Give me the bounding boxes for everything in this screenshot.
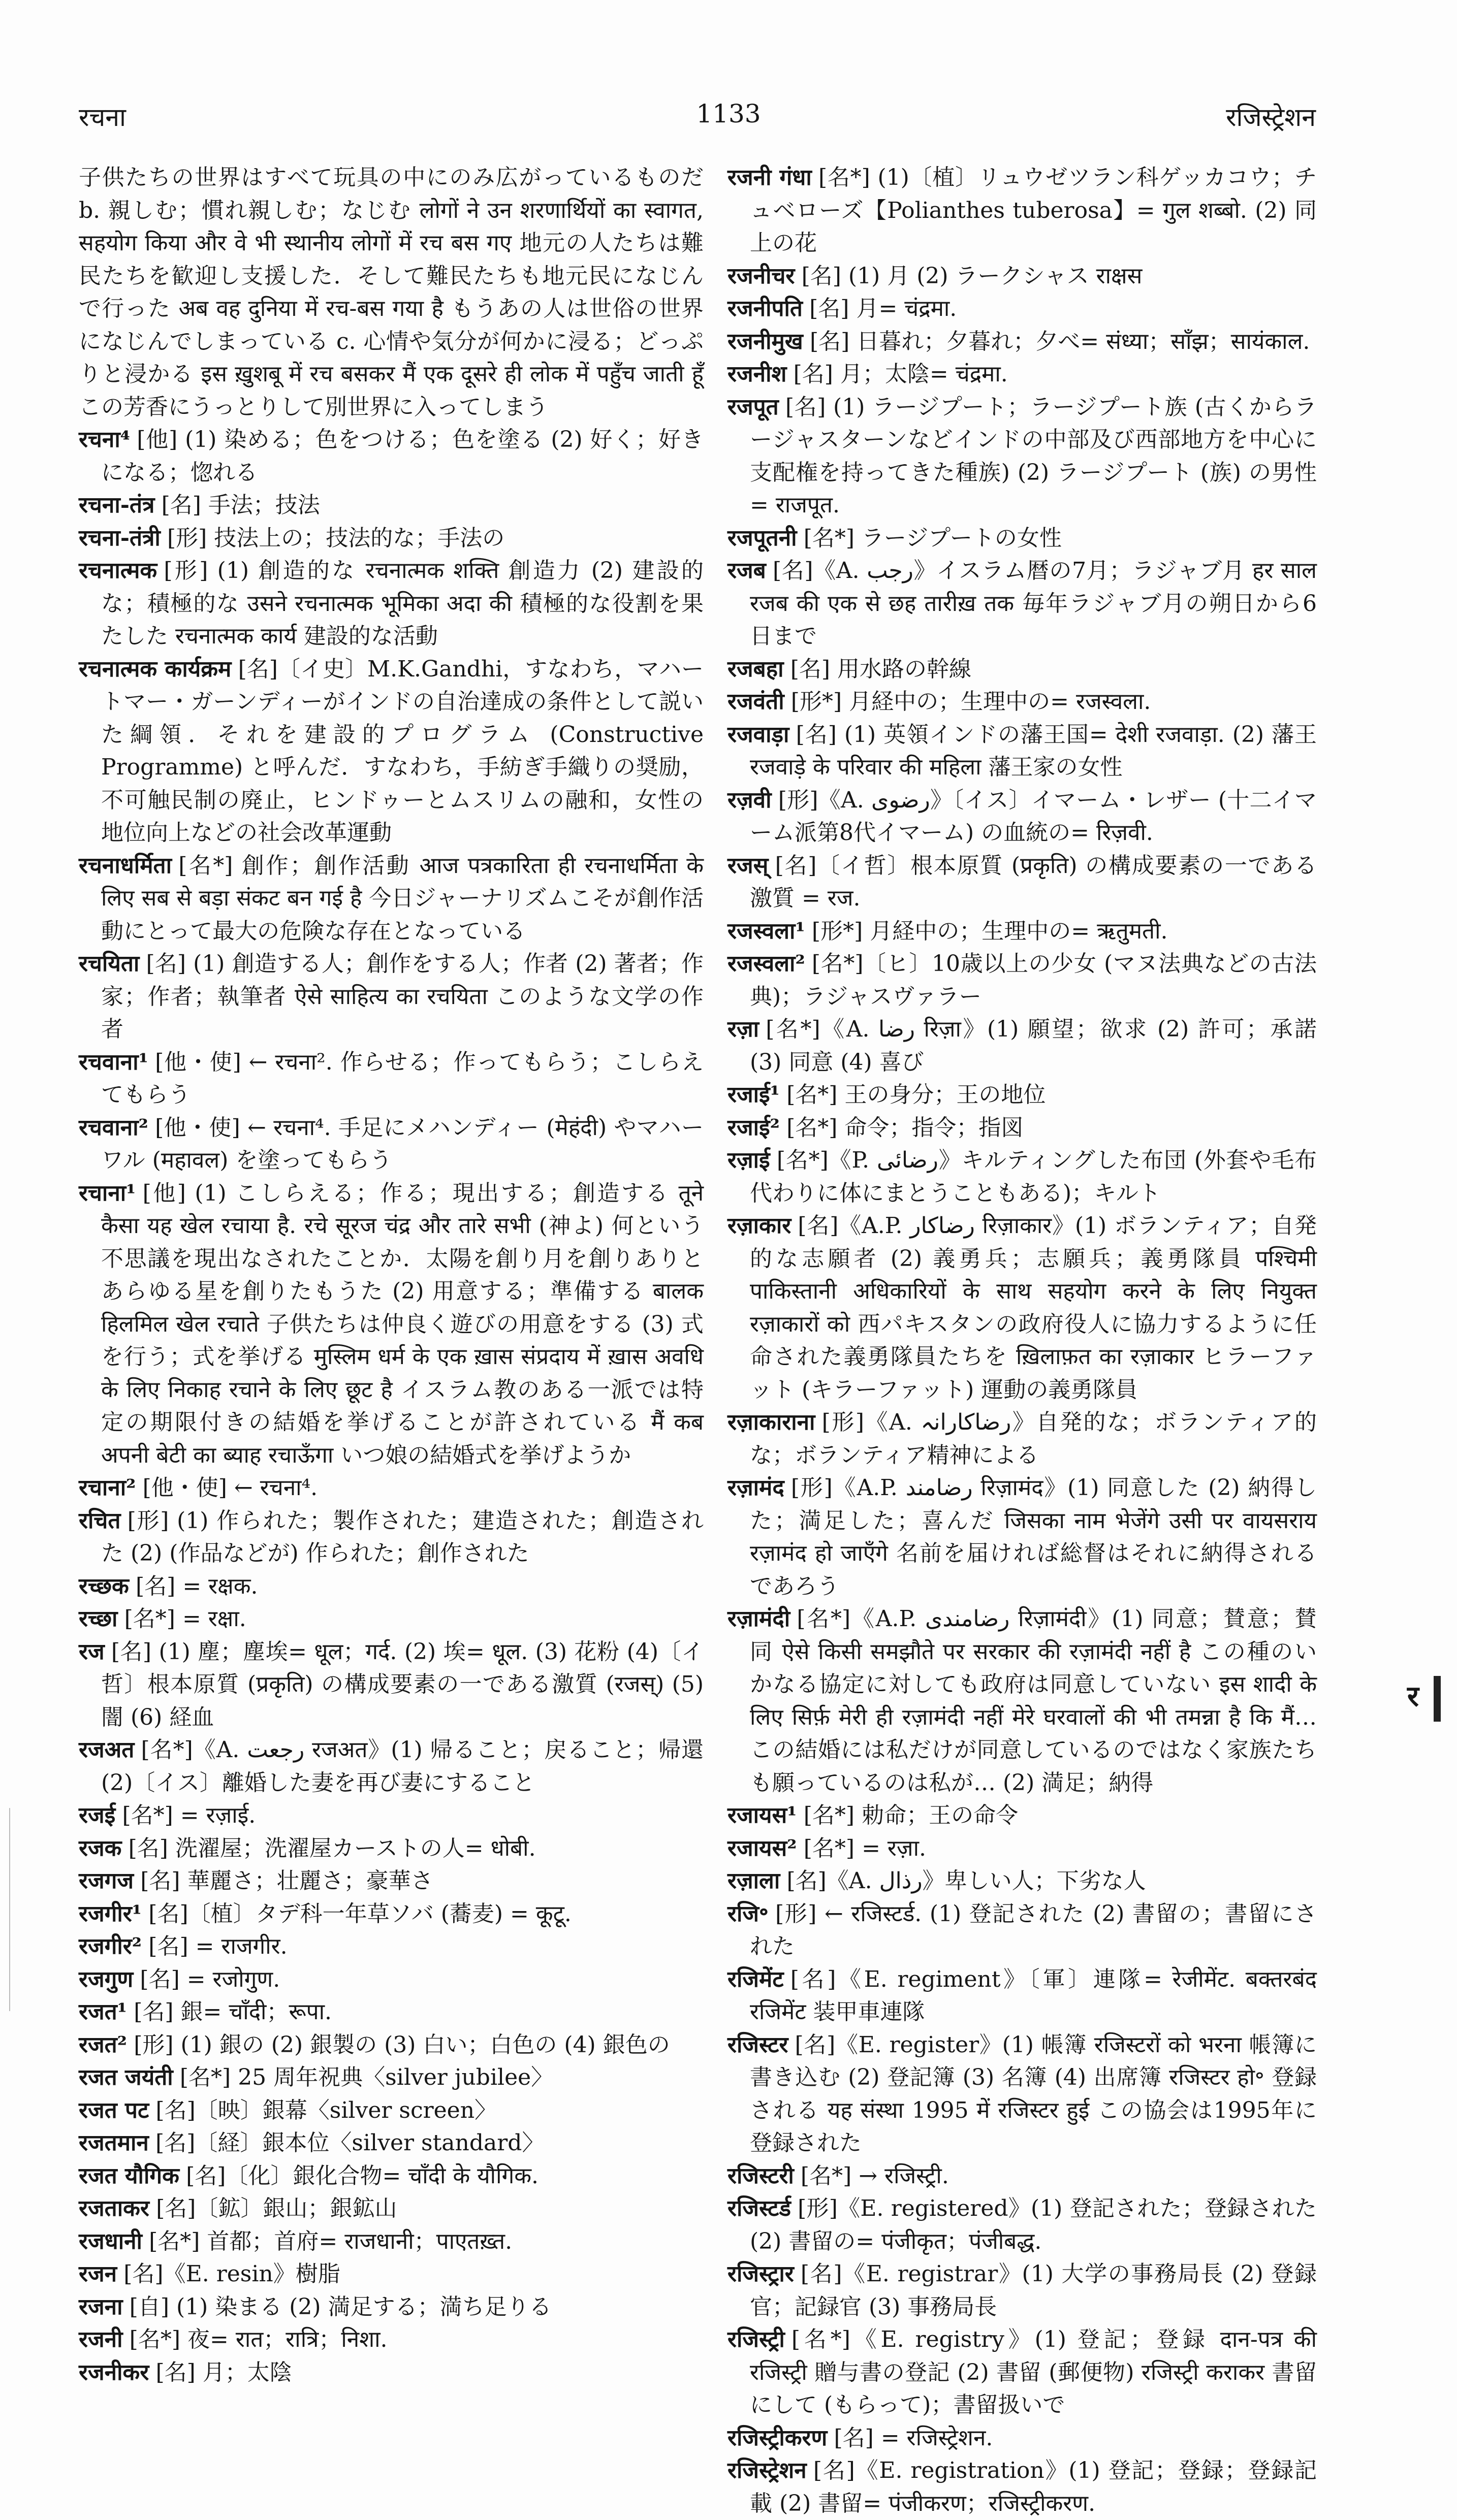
dictionary-entry (79, 2258, 704, 2291)
definition: [名] 日暮れ；夕暮れ；夕べ= संध्या；साँझ；सायंकाल. (809, 328, 1310, 354)
dictionary-entry (727, 1832, 1317, 1865)
dictionary-entry (79, 1734, 704, 1799)
headword: रज़ाई (727, 1147, 770, 1173)
headword: रजधानी (79, 2228, 142, 2254)
dictionary-entry (727, 522, 1317, 555)
dictionary-entry (727, 2454, 1317, 2520)
dictionary-entry (79, 2323, 704, 2356)
definition: [名] = रक्षक. (136, 1573, 258, 1599)
headword: रजिस्टर्ड (727, 2195, 791, 2221)
definition: [名]〔鉱〕銀山；銀鉱山 (156, 2195, 397, 2221)
dictionary-entry (79, 424, 704, 489)
definition: [名] 手法；技法 (161, 492, 320, 518)
dictionary-entry (727, 2422, 1317, 2455)
headword: रज़ाकार (727, 1213, 791, 1239)
headword: रज (79, 1638, 105, 1665)
headword: रजिस्टरी (727, 2162, 794, 2189)
headword: रजस्वला² (727, 951, 805, 977)
headword: रजायस¹ (727, 1802, 797, 1828)
left-column (79, 161, 704, 2389)
headword: रज़ाला (727, 1868, 780, 1894)
dictionary-entry (727, 293, 1317, 326)
dictionary-entry (79, 555, 704, 653)
definition: [名*] 命令；指令；指図 (786, 1114, 1024, 1141)
definition: [名] 月；太陰 (155, 2359, 292, 2385)
definition: [名*] 勅命；王の命令 (803, 1802, 1019, 1828)
dictionary-entry (727, 2323, 1317, 2422)
headword: रचनात्मक कार्यक्रम (79, 656, 232, 682)
headword: रजत² (79, 2031, 127, 2058)
headword: रजनीकर (79, 2359, 149, 2385)
dictionary-entry (79, 1865, 704, 1898)
dictionary-entry (79, 2127, 704, 2160)
dictionary-entry (727, 326, 1317, 359)
definition: [形] ← रजिस्टर्ड. (1) 登記された (2) 書留の；書留にされた (750, 1900, 1317, 1959)
dictionary-entry (79, 1177, 704, 1472)
headword: रज़ामंदी (727, 1606, 790, 1632)
dictionary-entry (79, 1930, 704, 1963)
dictionary-entry (79, 2160, 704, 2193)
headword: रजनीचर (727, 263, 795, 289)
dictionary-entry (727, 260, 1317, 293)
definition: [形] (1) 銀の (2) 銀製の (3) 白い；白色の (4) 銀色の (134, 2031, 670, 2058)
definition: [名]《E. resin》樹脂 (123, 2261, 340, 2287)
dictionary-entry (727, 1406, 1317, 1472)
headword: रचाना² (79, 1475, 136, 1501)
dictionary-entry (727, 948, 1317, 1013)
dictionary-entry (727, 161, 1317, 260)
headword: रचना⁴ (79, 427, 131, 453)
definition: [名]《E. regiment》〔軍〕連隊= रेजीमेंट. बक्तरबंद रजिमेंट 装甲車連隊 (750, 1966, 1317, 2025)
headword: रचवाना¹ (79, 1049, 148, 1075)
definition: [名]〔経〕銀本位〈silver standard〉 (155, 2130, 545, 2156)
dictionary-entry (79, 653, 704, 850)
headword: रजक (79, 1835, 122, 1861)
headword: रजवंती (727, 689, 784, 715)
definition: [形] (1) 作られた；製作された；建造された；創造された (2) (作品などが) 作られた；創作された (101, 1507, 704, 1566)
dictionary-entry (79, 948, 704, 1046)
definition: 子供たちの世界はすべて玩具の中にのみ広がっているものだ b. 親しむ；慣れ親しむ；なじむ लोगों ने उन शरणार्थियों का स्वागत, सहयोग किया और वे भी स्थानीय लोगों में रच बस गए 地元の人たちは難民たちを歓迎し支援した．そして難民たちも地元民になじんで行った अब वह दुनिया में रच-बस गया है もうあの人は世俗の世界になじんでしまっている c. 心情や気分が何かに浸る；どっぷりと浸かる इस ख़ुशबू में रच बसकर मैं एक दूसरे ही लोक में पहुँच जाती हूँ この芳香にうっとりして別世界に入ってしまう (79, 165, 704, 420)
headword: रजाई¹ (727, 1082, 780, 1108)
definition: [形] (1) 創造的な रचनात्मक शक्ति 創造力 (2) 建設的な；積極的な उसने रचनात्मक भूमिका अदा की 積極的な役割を果たした रचनात्मक कार्य 建設的な活動 (101, 558, 704, 649)
headword: रचनाधर्मिता (79, 852, 172, 879)
dictionary-entry (727, 2258, 1317, 2323)
headword: रज़वी (727, 787, 772, 813)
definition: [名*]〔ヒ〕10歳以上の少女 (マヌ法典などの古法典)；ラジャスヴァラー (750, 951, 1317, 1010)
definition: [形]《A. رضوی》〔イス〕イマーム・レザー (十二イマーム派第8代イマーム) の血統の= रिज़वी. (750, 787, 1317, 846)
dictionary-entry (727, 1799, 1317, 1832)
definition: [名*] → रजिस्ट्री. (800, 2162, 949, 2189)
thumb-index-bar (1434, 1676, 1441, 1722)
dictionary-entry (727, 555, 1317, 653)
headword: रजत जयंती (79, 2064, 173, 2090)
dictionary-entry (727, 1603, 1317, 1799)
dictionary-entry (79, 161, 704, 424)
headword: रजनी (79, 2327, 123, 2352)
dictionary-entry (79, 2291, 704, 2324)
headword: रजबहा (727, 656, 784, 682)
dictionary-entry (727, 653, 1317, 686)
definition: [他・使] ← रचना⁴. 手足にメハンディー (मेहंदी) やマハーワル (महावल) を塗ってもらう (101, 1114, 704, 1173)
headword: रच्छक (79, 1573, 129, 1599)
dictionary-entry (79, 1996, 704, 2029)
headword: रजनीमुख (727, 328, 803, 354)
headword: रज़ा (727, 1016, 759, 1042)
definition: [他] (1) 染める；色をつける；色を塗る (2) 好く；好きになる；惚れる (101, 427, 704, 486)
definition: [他・使] ← रचना⁴. (142, 1475, 318, 1501)
definition: [名*] ラージプートの女性 (803, 525, 1062, 551)
headword: रजना (79, 2293, 123, 2320)
headword: रजगीर¹ (79, 1900, 142, 1927)
headword: रचवाना² (79, 1114, 148, 1141)
headword: रजिस्ट्री (727, 2327, 785, 2352)
dictionary-entry (79, 2094, 704, 2127)
dictionary-entry (79, 1832, 704, 1865)
definition: [名*]《E. registry》(1) 登記；登録 दान-पत्र की रजिस्ट्री 贈与書の登記 (2) 書留 (郵便物) रजिस्ट्री कराकर 書留にして (もらって)；書留扱いで (750, 2327, 1317, 2418)
headword: रजगीर² (79, 1933, 142, 1959)
dictionary-entry (727, 1079, 1317, 1112)
dictionary-entry (79, 1799, 704, 1832)
headword: रजायस² (727, 1835, 797, 1861)
headword: रजस् (727, 852, 769, 879)
headword: रजि॰ (727, 1900, 769, 1927)
running-head-left: रचना (79, 103, 126, 132)
headword: रजताकर (79, 2195, 149, 2221)
definition: [名*]《A. رجعت रजअत》(1) 帰ること；戻ること；帰還 (2)〔イス〕離婚した妻を再び妻にすること (101, 1737, 704, 1796)
definition: [名*] = रज़ा. (803, 1835, 926, 1861)
definition: [名]《A.P. رضاکار रिज़ाकार》(1) ボランティア；自発的な志願者 (2) 義勇兵；志願兵；義勇隊員 पश्चिमी पाकिस्तानी अधिकारियों के साथ सहयोग करने के लिए नियुक्त रज़ाकारों को 西パキスタンの政府役人に協力するように任命された義勇隊員たちを ख़िलाफ़त का रज़ाकार ヒラーファット (キラーファット) 運動の義勇隊員 (750, 1213, 1317, 1403)
scan-margin-line (9, 1808, 10, 2011)
running-head-right: रजिस्ट्रेशन (1226, 103, 1316, 132)
headword: रजिस्ट्रेशन (727, 2458, 807, 2483)
dictionary-entry (727, 391, 1317, 522)
dictionary-entry (79, 1963, 704, 1996)
definition: [名] (1) 月 (2) ラークシャス राक्षस (801, 263, 1143, 289)
definition: [名] = राजगीर. (148, 1933, 288, 1959)
definition: [自] (1) 染まる (2) 満足する；満ち足りる (129, 2293, 552, 2320)
headword: रज़ाकाराना (727, 1409, 815, 1435)
definition: [名]《A. رذال》卑しい人；下劣な人 (786, 1868, 1146, 1894)
headword: रजिमेंट (727, 1966, 784, 1992)
right-column (727, 161, 1317, 2520)
definition: [名] (1) 創造する人；創作をする人；作者 (2) 著者；作家；作者；執筆者 ऐसे साहित्य का रचयिता このような文学の作者 (101, 951, 704, 1042)
definition: [名]《E. registration》(1) 登記；登録；登録記載 (2) 書留= पंजीकरण；रजिस्ट्रीकरण. (750, 2458, 1317, 2516)
headword: रचना-तंत्र (79, 492, 155, 518)
dictionary-entry (727, 719, 1317, 784)
headword: रजत यौगिक (79, 2162, 179, 2189)
definition: [名] 洗濯屋；洗濯屋カーストの人= धोबी. (128, 1835, 536, 1861)
definition: [名] 用水路の幹線 (790, 656, 972, 682)
dictionary-entry (79, 1046, 704, 1112)
headword: रजन (79, 2261, 117, 2287)
definition: [名] (1) 塵；塵埃= धूल；गर्द. (2) 埃= धूल. (3) 花粉 (4)〔イ哲〕根本原質 (प्रकृति) の構成要素の一である激質 (रजस्) (5) 闇 (6) 経血 (101, 1638, 704, 1730)
headword: रचना-तंत्री (79, 525, 161, 551)
headword: रजगज (79, 1868, 134, 1894)
headword: रचित (79, 1507, 121, 1534)
definition: [名] = रजिस्ट्रेशन. (834, 2425, 993, 2451)
definition: [名] (1) 英領インドの藩王国= देशी रजवाड़ा. (2) 藩王 रजवाड़े के परिवार की महिला 藩王家の女性 (750, 721, 1317, 780)
dictionary-entry (727, 1210, 1317, 1406)
dictionary-entry (79, 522, 704, 555)
definition: [名] 銀= चाँदी；रूपा. (134, 1999, 332, 2025)
headword: रजतमान (79, 2130, 149, 2156)
headword: रजअत (79, 1737, 135, 1763)
headword: रजपूतनी (727, 525, 797, 551)
headword: रजगुण (79, 1966, 134, 1992)
dictionary-entry (79, 1505, 704, 1570)
headword: रजत पट (79, 2097, 149, 2123)
dictionary-entry (727, 2029, 1317, 2160)
headword: रचनात्मक (79, 558, 157, 584)
definition: [他・使] ← रचना². 作らせる；作ってもらう；こしらえてもらう (101, 1049, 704, 1108)
definition: [形*] 月経中の；生理中の= ऋतुमती. (811, 918, 1168, 944)
dictionary-entry (79, 1636, 704, 1734)
definition: [名] 月；太陰= चंद्रमा. (793, 361, 1008, 387)
definition: [名] (1) ラージプート；ラージプート族 (古くからラージャスターンなどインドの中部及び西部地方を中心に支配権を持ってきた種族) (2) ラージプート (族) の男性= राजपूत. (750, 394, 1317, 518)
definition: [名*] = रज़ाई. (122, 1802, 256, 1828)
definition: [名]〔映〕銀幕〈silver screen〉 (155, 2097, 497, 2123)
dictionary-entry (79, 1472, 704, 1505)
definition: [名*]《A. رضا रिज़ा》(1) 願望；欲求 (2) 許可；承諾 (3) 同意 (4) 喜び (750, 1016, 1317, 1075)
definition: [名]《E. registrar》(1) 大学の事務局長 (2) 登録官；記録官 (3) 事務局長 (750, 2261, 1317, 2320)
dictionary-entry (727, 1472, 1317, 1603)
definition: [形]《E. registered》(1) 登記された；登録された (2) 書留の= पंजीकृत；पंजीबद्ध. (750, 2195, 1317, 2254)
dictionary-entry (79, 1570, 704, 1603)
headword: रजिस्ट्रार (727, 2261, 794, 2287)
thumb-index-tab: र (1407, 1679, 1419, 1713)
definition: [形*] 月経中の；生理中の= रजस्वला. (790, 689, 1151, 715)
definition: [名] 月= चंद्रमा. (809, 296, 957, 321)
headword: रच्छा (79, 1606, 118, 1632)
dictionary-entry (727, 1112, 1317, 1145)
dictionary-entry (79, 1112, 704, 1177)
dictionary-entry (727, 2160, 1317, 2193)
headword: रजस्वला¹ (727, 918, 805, 944)
definition: [名] = रजोगुण. (140, 1966, 280, 1992)
definition: [名]《E. register》(1) 帳簿 रजिस्टरों को भरना 帳簿に書き込む (2) 登記簿 (3) 名簿 (4) 出席簿 रजिस्टर हो॰ 登録される यह संस्था 1995 में रजिस्टर हुई この協会は1995年に登録された (750, 2031, 1317, 2156)
dictionary-entry (79, 2061, 704, 2094)
headword: रजनी गंधा (727, 165, 812, 190)
dictionary-entry (79, 2225, 704, 2258)
definition: [名]〔化〕銀化合物= चाँदी के यौगिक. (186, 2162, 539, 2189)
headword: रज़ामंद (727, 1475, 784, 1501)
definition: [名*] (1)〔植〕リュウゼツラン科ゲッカコウ；チュベローズ【Polianthes tuberosa】= गुल शब्बो. (2) 同上の花 (750, 165, 1317, 256)
dictionary-entry (727, 850, 1317, 915)
headword: रजत¹ (79, 1999, 127, 2025)
page-number: 1133 (696, 99, 761, 128)
dictionary-entry (727, 915, 1317, 948)
definition: [名]〔イ哲〕根本原質 (प्रकृति) の構成要素の一である激質 = रज. (750, 852, 1317, 911)
dictionary-entry (79, 850, 704, 948)
dictionary-entry (727, 1898, 1317, 1963)
definition: [形]《A.P. رضامند रिज़ामंद》(1) 同意した (2) 納得した；満足した；喜んだ जिसका नाम भेजेंगे उसी पर वायसराय रज़ामंद हो जाएँगे 名前を届ければ総督はそれに納得されるであろう (750, 1475, 1317, 1599)
dictionary-entry (727, 1963, 1317, 2029)
dictionary-entry (79, 489, 704, 522)
definition: [形] 技法上の；技法的な；手法の (167, 525, 505, 551)
dictionary-entry (79, 1603, 704, 1636)
headword: रचाना¹ (79, 1180, 136, 1206)
definition: [名*] 王の身分；王の地位 (786, 1082, 1046, 1108)
definition: [名*]《P. رضائی》キルティングした布団 (外套や毛布代わりに体にまとうこともある)；キルト (750, 1147, 1317, 1206)
definition: [他] (1) こしらえる；作る；現出する；創造する तूने कैसा यह खेल रचाया है. रचे सूरज चंद्र और तारे सभी (神よ) 何という不思議を現出なされたことか．太陽を創り月を創りありとあらゆる星を創りたもうた (2) 用意する；準備する बालक हिलमिल खेल रचाते 子供たちは仲良く遊びの用意をする (3) 式を行う；式を挙げる मुस्लिम धर्म के एक ख़ास संप्रदाय में ख़ास अवधि के लिए निकाह रचाने के लिए छूट है イスラム教のある一派では特定の期限付きの結婚を挙げることが許されている मैं कब अपनी बेटी का ब्याह रचाऊँगा いつ娘の結婚式を挙げようか (101, 1180, 704, 1468)
headword: रजनीश (727, 361, 787, 387)
definition: [名*]《A.P. رضامندی रिज़ामंदी》(1) 同意；賛意；賛同 ऐसे किसी समझौते पर सरकार की रज़ामंदी नहीं है この種のいかなる協定に対しても政府は同意していない इस शादी के लिए सिर्फ़ मेरी ही रज़ामंदी नहीं मेरे घरवालों की भी तमन्ना है कि मैं…この結婚には私だけが同意しているのではなく家族たちも願っているのは私が… (2) 満足；納得 (750, 1606, 1317, 1796)
dictionary-entry (727, 686, 1317, 719)
dictionary-entry (79, 2356, 704, 2389)
definition: [名]〔植〕タデ科一年草ソバ (蕎麦) = कूटू. (148, 1900, 572, 1927)
dictionary-entry (727, 1144, 1317, 1210)
dictionary-entry (727, 2192, 1317, 2258)
definition: [名*] 首都；首府= राजधानी；पाएतख़्त. (149, 2228, 513, 2254)
definition: [名]《A. رجب》イスラム暦の7月；ラジャブ月 हर साल रजब की एक से छह तारीख़ तक 毎年ラジャブ月の朔日から6日まで (750, 558, 1317, 649)
definition: [形]《A. رضاکارانہ》自発的な；ボランティア的な；ボランティア精神による (750, 1409, 1317, 1468)
headword: रजई (79, 1802, 116, 1828)
definition: [名*] 25 周年祝典〈silver jubilee〉 (179, 2064, 554, 2090)
headword: रजवाड़ा (727, 721, 789, 748)
definition: [名*] 夜= रात；रात्रि；निशा. (129, 2327, 388, 2352)
headword: रचयिता (79, 951, 140, 977)
dictionary-entry (727, 1013, 1317, 1079)
dictionary-entry (727, 784, 1317, 850)
definition: [名] 華麗さ；壮麗さ；豪華さ (140, 1868, 433, 1894)
headword: रजपूत (727, 394, 779, 420)
definition: [名]〔イ史〕M.K.Gandhi，すなわち，マハートマー・ガーンディーがインドの自治達成の条件として説いた綱領．それを建設的プログラム (Constructive Programme) と呼んだ．すなわち，手紡ぎ手織りの奨励，不可触民制の廃止，ヒンドゥーとムスリムの融和，女性の地位向上などの社会改革運動 (101, 656, 704, 846)
headword: रजाई² (727, 1114, 780, 1141)
headword: रजिस्ट्रीकरण (727, 2425, 828, 2451)
dictionary-entry (79, 1898, 704, 1931)
dictionary-entry (79, 2192, 704, 2225)
dictionary-entry (727, 1865, 1317, 1898)
dictionary-entry (727, 358, 1317, 391)
definition: [名*] 創作；創作活動 आज पत्रकारिता ही रचनाधर्मिता के लिए सब से बड़ा संकट बन गई है 今日ジャーナリズムこそが創作活動にとって最大の危険な存在となっている (101, 852, 704, 944)
headword: रजब (727, 558, 766, 584)
definition: [名*] = रक्षा. (124, 1606, 246, 1632)
dictionary-entry (79, 2029, 704, 2062)
headword: रजनीपति (727, 296, 803, 321)
headword: रजिस्टर (727, 2031, 788, 2058)
